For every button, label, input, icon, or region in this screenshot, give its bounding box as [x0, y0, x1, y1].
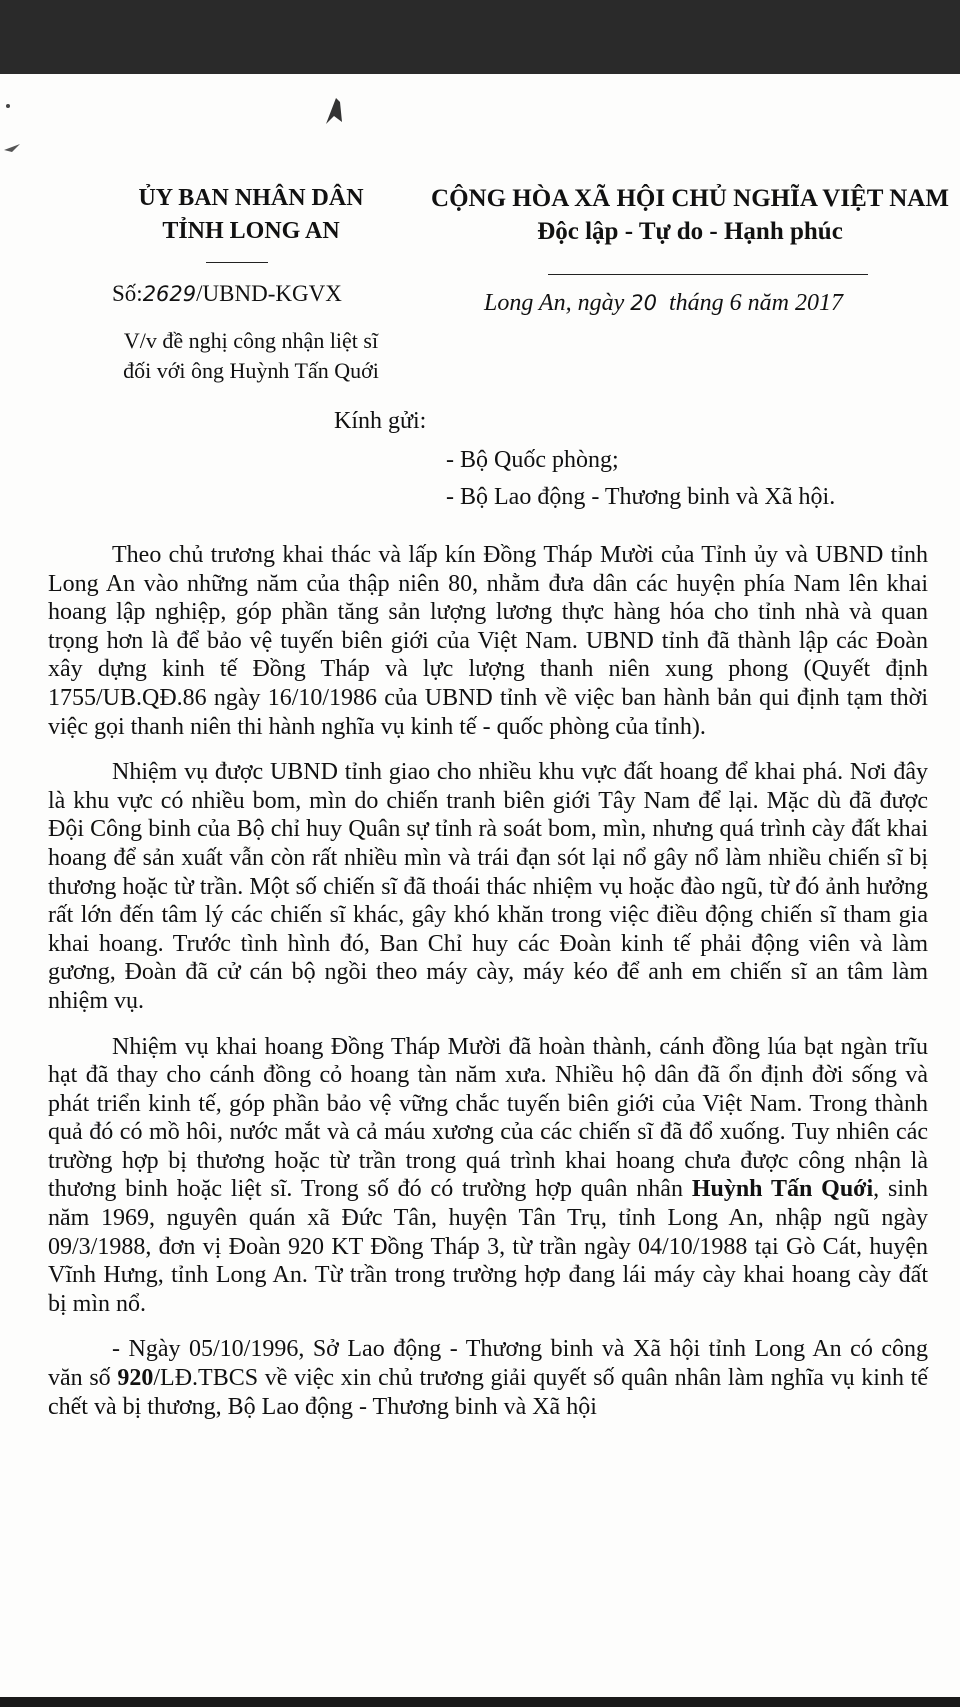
- motto-underline: [548, 274, 868, 275]
- dispatch-number: 920: [117, 1365, 154, 1392]
- issuer-header: [96, 182, 406, 248]
- scan-speck: [2, 100, 32, 160]
- date-prefix: Long An, ngày: [484, 290, 631, 316]
- handwritten-day: 20: [630, 291, 657, 315]
- place-and-date: [484, 290, 843, 317]
- handwritten-number: 2629: [142, 282, 197, 306]
- document-number-suffix: /UBND-KGVX: [196, 281, 342, 306]
- document-number-prefix: Số:: [112, 281, 143, 306]
- issuer-line-2: TỈNH LONG AN: [162, 218, 340, 244]
- paragraph-3-text-b: , sinh năm 1969, nguyên quán xã Đức Tân, huyện Tân Trụ, tỉnh Long An, nhập ngũ ngày 09/3/1988, đơn vị Đoàn 920 KT Đồng Tháp 3, từ trần ngày 04/10/1988 tại Gò Cát, huyện Vĩnh Hưng, tỉnh Long An. Từ trần trong trường hợp đang lái máy cày khai hoang cày đất bị mìn nổ.: [48, 1176, 928, 1317]
- date-suffix: tháng 6 năm 2017: [656, 290, 843, 316]
- viewer-top-bar: [0, 0, 960, 74]
- subject-line-2: đối với ông Huỳnh Tấn Quới: [123, 358, 379, 383]
- letter-body: [48, 541, 928, 1438]
- soldier-name: Huỳnh Tấn Quới: [691, 1176, 874, 1203]
- viewer-bottom-bar: [0, 1697, 960, 1707]
- paragraph-2: Nhiệm vụ được UBND tỉnh giao cho nhiều khu vực đất hoang để khai phá. Nơi đây là khu vực có nhiều bom, mìn do chiến tranh biên giới Tây Nam để lại. Mặc dù đã được Đội Công binh của Bộ chỉ huy Quân sự tỉnh rà soát bom, mìn, nhưng quá trình cày đất khai hoang để sản xuất vẫn còn rất nhiều mìn và trái đạn sót lại nổ gây nổ làm nhiều chiến sĩ bị thương hoặc từ trần. Một số chiến sĩ đã thoái thác nhiệm vụ hoặc đào ngũ, từ đó ảnh hưởng rất lớn đến tâm lý các chiến sĩ khác, gây khó khăn trong việc điều động chiến sĩ tham gia khai hoang. Trước tình hình đó, Ban Chỉ huy các Đoàn kinh tế phải động viên và làm gương, Đoàn đã cử cán bộ ngồi theo máy cày, máy kéo để anh em chiến sĩ an tâm làm nhiệm vụ.: [48, 759, 928, 1014]
- national-header: [430, 182, 950, 248]
- paragraph-4-text-a: - Ngày 05/10/1996, Sở Lao động - Thương binh và Xã hội tỉnh Long An có công văn số: [48, 1336, 928, 1392]
- paragraph-3-text-a: Nhiệm vụ khai hoang Đồng Tháp Mười đã hoàn thành, cánh đồng lúa bạt ngàn trĩu hạt đã thay cho cánh đồng cỏ hoang tàn năm xưa. Nhiều hộ dân đã ổn định đời sống và phát triển kinh tế, góp phần bảo vệ vững chắc tuyến biên giới của Việt Nam. Trong thành quả đó có mồ hôi, nước mắt và cả máu xương của các chiến sĩ đã đổ xuống. Tuy nhiên các trường hợp bị thương hoặc từ trần trong quá trình khai hoang chưa được công nhận là thương binh hoặc liệt sĩ. Trong số đó có trường hợp quân nhân: [48, 1033, 928, 1203]
- paragraph-4-text-b: /LĐ.TBCS về việc xin chủ trương giải quyết số quân nhân làm nghĩa vụ kinh tế chết và bị thương, Bộ Lao động - Thương binh và Xã hội: [48, 1365, 928, 1420]
- national-title: CỘNG HÒA XÃ HỘI CHỦ NGHĨA VIỆT NAM: [431, 185, 949, 212]
- paragraph-4: [48, 1335, 928, 1421]
- paragraph-3: [48, 1033, 928, 1319]
- document-subject: [96, 326, 406, 386]
- document-number: [112, 281, 342, 307]
- scan-mark: [318, 92, 358, 132]
- salutation: Kính gửi:: [334, 408, 427, 434]
- subject-line-1: V/v đề nghị công nhận liệt sĩ: [123, 328, 379, 353]
- recipient-list: [446, 442, 835, 516]
- national-motto: Độc lập - Tự do - Hạnh phúc: [537, 218, 843, 245]
- paragraph-1: Theo chủ trương khai thác và lấp kín Đồng Tháp Mười của Tỉnh ủy và UBND tỉnh Long An vào những năm của thập niên 80, nhằm đưa dân các huyện phía Nam lên khai hoang lập nghiệp, góp phần tăng sản lượng lương thực hàng hóa cho tỉnh nhà và quan trọng hơn là để bảo vệ tuyến biên giới của Việt Nam. UBND tỉnh đã thành lập các Đoàn xây dựng kinh tế Đồng Tháp và lực lượng thanh niên xung phong (Quyết định 1755/UB.QĐ.86 ngày 16/10/1986 của UBND tỉnh về việc ban hành bản qui định tạm thời việc gọi thanh niên thi hành nghĩa vụ kinh tế - quốc phòng của tỉnh).: [48, 542, 928, 740]
- recipient-item: - Bộ Lao động - Thương binh và Xã hội.: [446, 484, 836, 510]
- issuer-underline: [206, 262, 268, 263]
- issuer-line-1: ỦY BAN NHÂN DÂN: [138, 185, 364, 211]
- recipient-item: - Bộ Quốc phòng;: [446, 447, 619, 473]
